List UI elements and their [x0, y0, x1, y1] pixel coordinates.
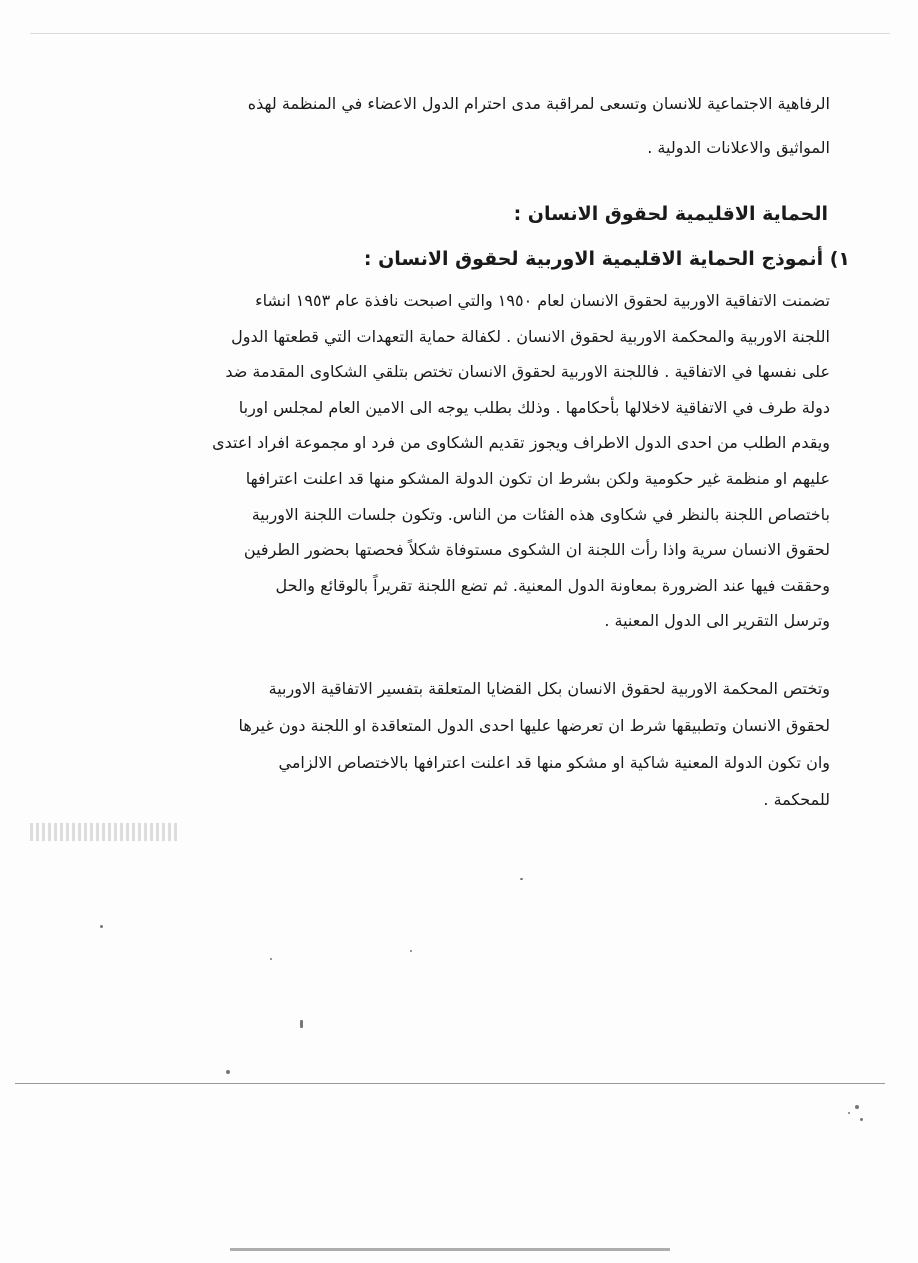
paragraph-european-court	[95, 670, 830, 818]
paragraph-european-commission	[95, 283, 830, 639]
paragraph-line: باختصاص اللجنة بالنظر في شكاوى هذه الفئات من الناس. وتكون جلسات اللجنة الاوربية	[251, 504, 830, 524]
intro-line: الرفاهية الاجتماعية للانسان وتسعى لمراقبة مدى احترام الدول الاعضاء في المنظمة لهذه	[247, 94, 830, 113]
scan-speck	[860, 1118, 863, 1121]
paragraph-line: وحققت فيها عند الضرورة بمعاونة الدول المعنية. ثم تضع اللجنة تقريراً بالوقائع والحل	[275, 575, 830, 595]
scan-speck	[520, 878, 523, 880]
scan-speck	[226, 1070, 230, 1074]
paragraph-line: ويقدم الطلب من احدى الدول الاطراف ويجوز تقديم الشكاوى من فرد او مجموعة افراد اعتدى	[212, 433, 830, 453]
paragraph-line: وتختص المحكمة الاوربية لحقوق الانسان بكل القضايا المتعلقة بتفسير الاتفاقية الاوربية	[268, 679, 830, 698]
scan-speck	[855, 1105, 859, 1109]
paragraph-line: وترسل التقرير الى الدول المعنية .	[604, 611, 830, 631]
intro-line: المواثيق والاعلانات الدولية .	[647, 138, 830, 157]
paragraph-line: عليهم او منظمة غير حكومية ولكن بشرط ان تكون الدولة المشكو منها قد اعلنت اعترافها	[245, 468, 830, 488]
paragraph-line: دولة طرف في الاتفاقية لاخلالها بأحكامها . وذلك بطلب يوجه الى الامين العام لمجلس اوربا	[238, 397, 830, 417]
scan-speck	[300, 1020, 303, 1028]
subsection-title: ١) أنموذج الحماية الاقليمية الاوربية لحقوق الانسان :	[363, 248, 850, 270]
paragraph-line: اللجنة الاوربية والمحكمة الاوربية لحقوق الانسان . لكفالة حماية التعهدات التي قطعتها الدول	[231, 326, 830, 346]
scan-smudge	[30, 823, 180, 841]
scan-speck	[410, 950, 412, 952]
paragraph-line: على نفسها في الاتفاقية . فاللجنة الاوربية لحقوق الانسان تختص بتلقي الشكاوى المقدمة ضد	[225, 362, 830, 382]
scan-speck	[100, 925, 103, 928]
intro-paragraph	[80, 82, 830, 170]
scan-speck	[848, 1112, 850, 1114]
scan-edge-line-bottom	[230, 1248, 670, 1251]
paragraph-line: لحقوق الانسان وتطبيقها شرط ان تعرضها عليها احدى الدول المتعاقدة او اللجنة دون غيرها	[238, 716, 830, 735]
scan-edge-line-middle	[15, 1083, 885, 1084]
paragraph-line: تضمنت الاتفاقية الاوربية لحقوق الانسان لعام ١٩٥٠ والتي اصبحت نافذة عام ١٩٥٣ انشاء	[255, 291, 830, 310]
paragraph-line: وان تكون الدولة المعنية شاكية او مشكو منها قد اعلنت اعترافها بالاختصاص الالزامي	[278, 753, 830, 772]
section-title: الحماية الاقليمية لحقوق الانسان :	[513, 203, 828, 225]
scan-speck	[270, 958, 272, 960]
paragraph-line: للمحكمة .	[763, 790, 830, 809]
scan-edge-line-top	[30, 33, 890, 34]
paragraph-line: لحقوق الانسان سرية واذا رأت اللجنة ان الشكوى مستوفاة شكلاً فحصتها بحضور الطرفين	[243, 540, 830, 560]
